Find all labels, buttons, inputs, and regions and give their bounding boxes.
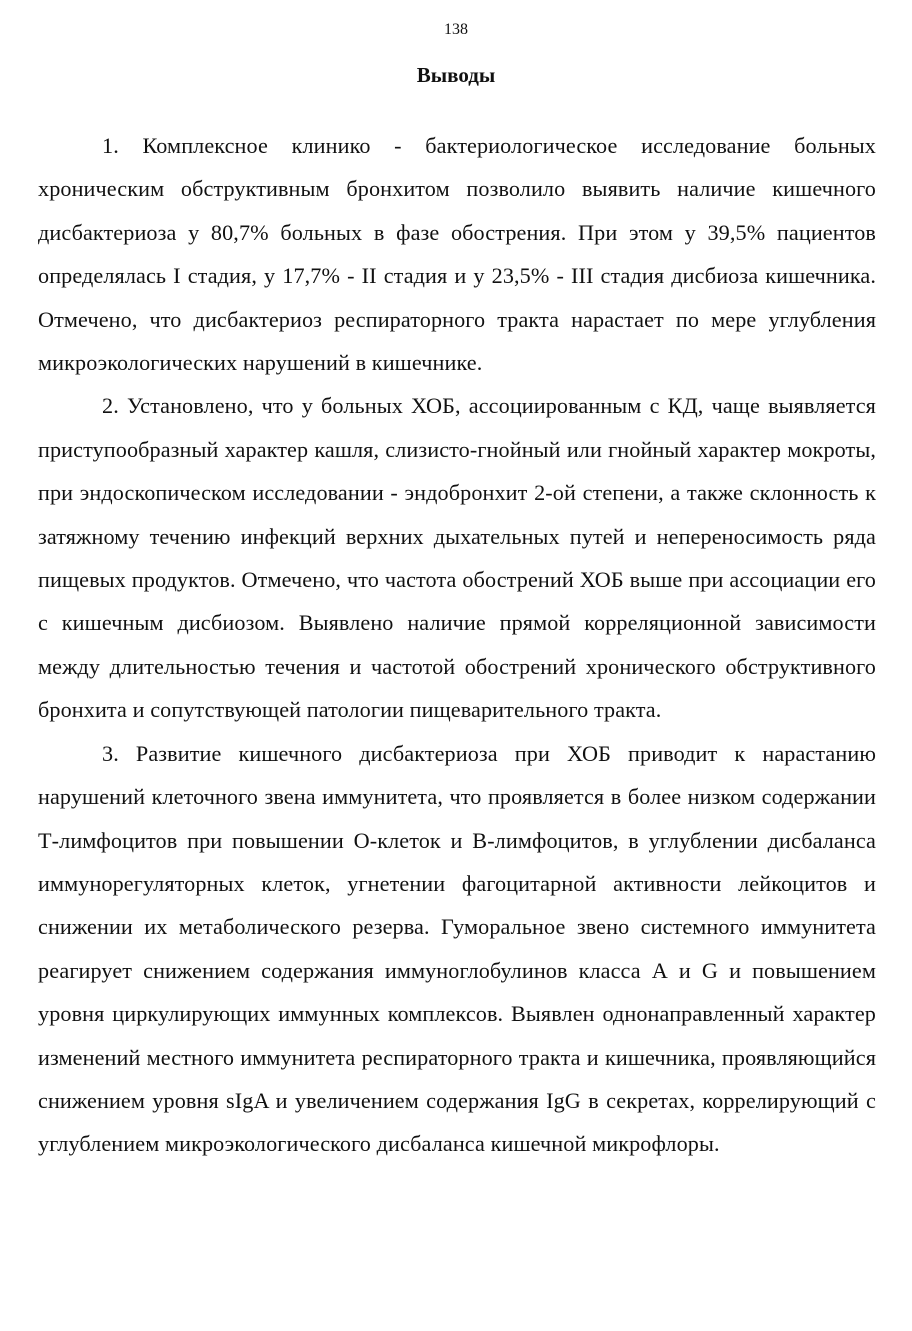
body-text	[38, 124, 876, 1166]
page-number: 138	[444, 21, 468, 38]
paragraph-conclusion-1: 1. Комплексное клинико - бактериологическое исследование больных хроническим обструктивным бронхитом позволило выявить наличие кишечного дисбактериоза у 80,7% больных в фазе обострения. При этом у 39,5% пациентов определялась I стадия, у 17,7% - II стадия и у 23,5% - III стадия дисбиоза кишечника. Отмечено, что дисбактериоз респираторного тракта нарастает по мере углубления микроэкологических нарушений в кишечнике.	[38, 133, 876, 376]
paragraph-conclusion-3: 3. Развитие кишечного дисбактериоза при ХОБ приводит к нарастанию нарушений клеточного звена иммунитета, что проявляется в более низком содержании Т-лимфоцитов при повышении О-клеток и В-лимфоцитов, в углублении дисбаланса иммунорегуляторных клеток, угнетении фагоцитарной активности лейкоцитов и снижении их метаболического резерва. Гуморальное звено системного иммунитета реагирует снижением содержания иммуноглобулинов класса А и G и повышением уровня циркулирующих иммунных комплексов. Выявлен однонаправленный характер изменений местного иммунитета респираторного тракта и кишечника, проявляющийся снижением уровня sIgA и увеличением содержания IgG в секретах, коррелирующий с углублением микроэкологического дисбаланса кишечной микрофлоры.	[38, 740, 876, 1157]
paragraph-conclusion-2: 2. Установлено, что у больных ХОБ, ассоциированным с КД, чаще выявляется приступообразный характер кашля, слизисто-гнойный или гнойный характер мокроты, при эндоскопическом исследовании - эндобронхит 2-ой степени, а также склонность к затяжному течению инфекций верхних дыхательных путей и непереносимость ряда пищевых продуктов. Отмечено, что частота обострений ХОБ выше при ассоциации его с кишечным дисбиозом. Выявлено наличие прямой корреляционной зависимости между длительностью течения и частотой обострений хронического обструктивного бронхита и сопутствующей патологии пищеварительного тракта.	[38, 393, 876, 723]
section-heading: Выводы	[416, 63, 496, 87]
